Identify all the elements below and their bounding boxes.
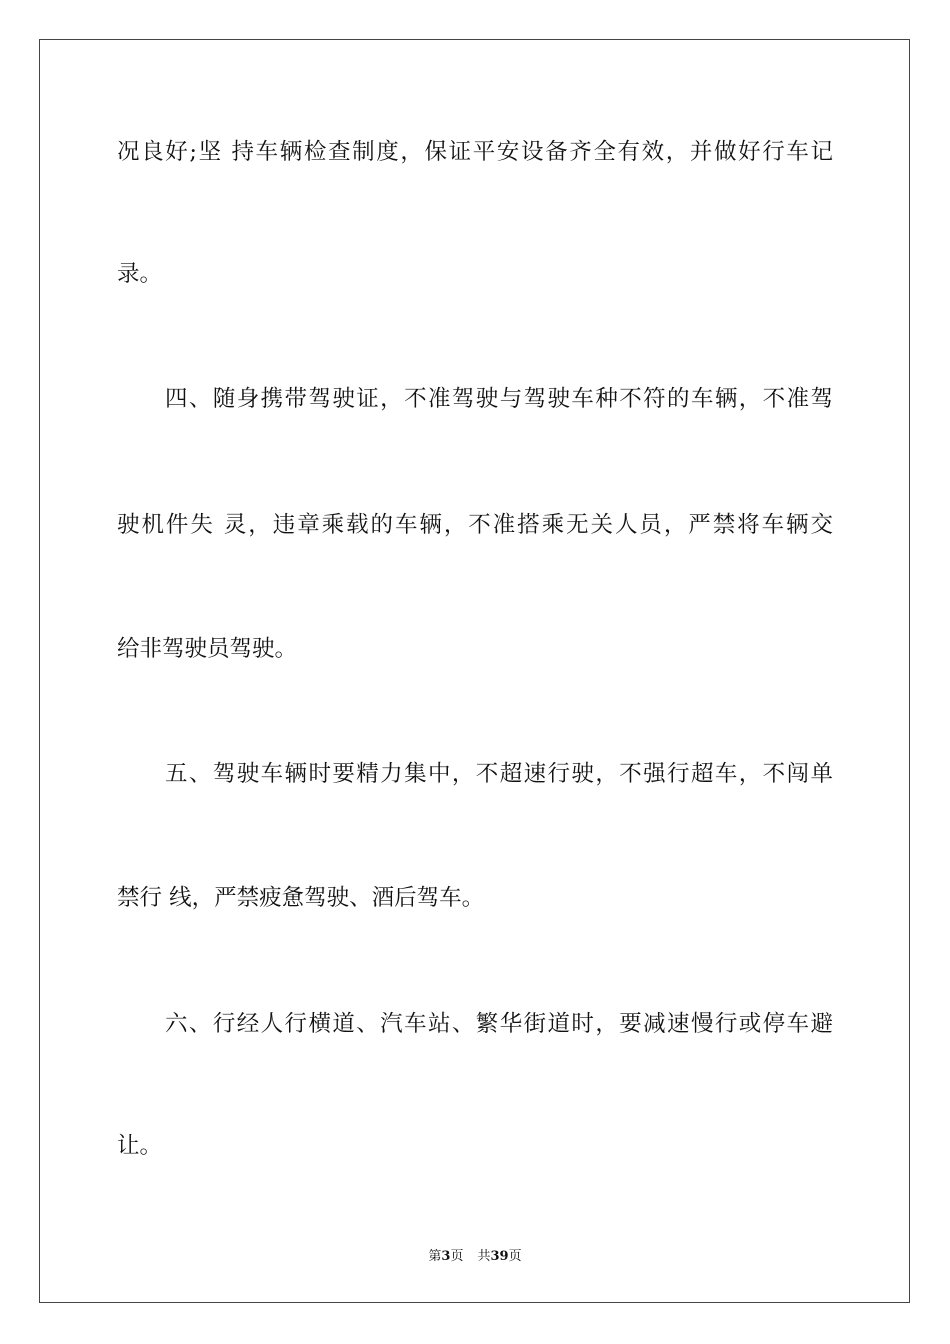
footer-page-number: 3: [441, 1249, 451, 1264]
footer-total-suffix: 页: [508, 1249, 522, 1264]
paragraph-line-8: 六、行经人行横道、汽车站、繁华街道时，要减速慢行或停车避: [165, 1011, 833, 1037]
paragraph-line-1: 况良好;坚 持车辆检查制度，保证平安设备齐全有效，并做好行车记: [117, 139, 833, 165]
footer-page-prefix: 第: [428, 1249, 442, 1264]
page-border: [39, 39, 910, 1303]
paragraph-line-4: 驶机件失 灵，违章乘载的车辆，不准搭乘无关人员，严禁将车辆交: [117, 512, 833, 538]
footer-total-pages: 39: [490, 1249, 509, 1264]
paragraph-line-5: 给非驾驶员驾驶。: [117, 636, 298, 662]
paragraph-line-7: 禁行 线，严禁疲惫驾驶、酒后驾车。: [117, 885, 485, 911]
paragraph-line-6: 五、驾驶车辆时要精力集中，不超速行驶，不强行超车，不闯单: [165, 761, 833, 787]
paragraph-line-9: 让。: [117, 1133, 163, 1159]
footer-page-suffix: 页: [450, 1249, 464, 1264]
paragraph-line-3: 四、随身携带驾驶证，不准驾驶与驾驶车种不符的车辆，不准驾: [165, 386, 833, 412]
page-footer: [0, 1248, 950, 1266]
footer-total-prefix: 共: [477, 1249, 491, 1264]
paragraph-line-2: 录。: [117, 261, 163, 287]
